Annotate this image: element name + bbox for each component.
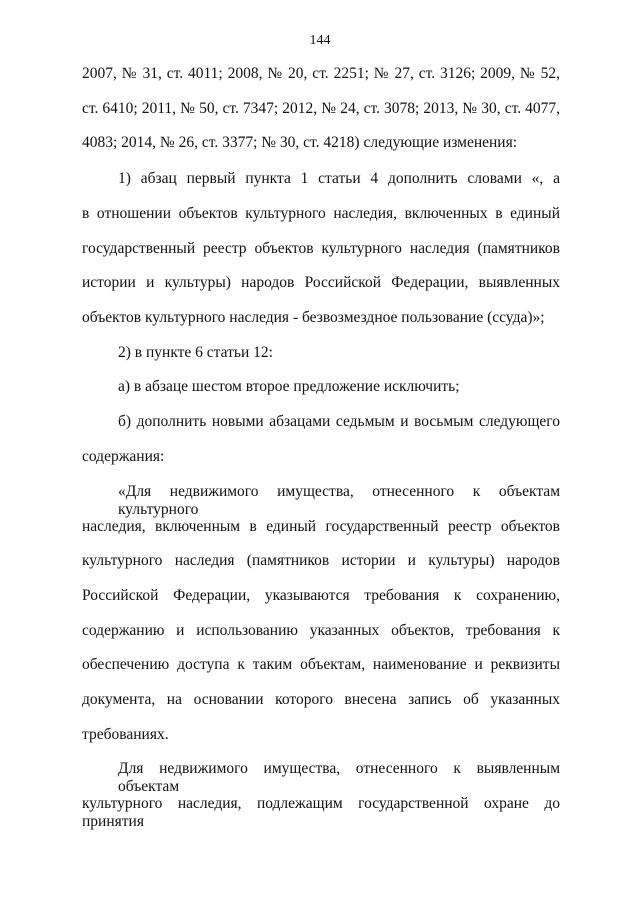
text-line: а) в абзаце шестом второе предложение исключить; [118, 378, 460, 395]
text-line: 1) абзац первый пункта 1 статьи 4 дополнить словами «, а [118, 170, 560, 187]
text-line: объектов культурного наследия - безвозмездное пользование (ссуда)»; [82, 309, 545, 326]
text-line: б) дополнить новыми абзацами седьмым и восьмым следующего [118, 413, 560, 430]
page-number: 144 [309, 33, 331, 48]
text-line: «Для недвижимого имущества, отнесенного к объектам культурного [118, 483, 560, 518]
text-line: 2007, № 31, ст. 4011; 2008, № 20, ст. 2251; № 27, ст. 3126; 2009, № 52, [82, 65, 560, 82]
text-line: истории и культуры) народов Российской Федерации, выявленных [82, 274, 560, 291]
text-line: обеспечению доступа к таким объектам, наименование и реквизиты [82, 656, 560, 673]
text-line: Российской Федерации, указываются требования к сохранению, [82, 587, 560, 604]
text-line: требованиях. [82, 726, 169, 743]
text-line: 4083; 2014, № 26, ст. 3377; № 30, ст. 4218) следующие изменения: [82, 134, 518, 151]
text-line: Для недвижимого имущества, отнесенного к выявленным объектам [118, 760, 560, 795]
text-line: культурного наследия, подлежащим государственной охране до принятия [82, 795, 560, 830]
text-line: ст. 6410; 2011, № 50, ст. 7347; 2012, № 24, ст. 3078; 2013, № 30, ст. 4077, [82, 100, 560, 117]
text-line: культурного наследия (памятников истории и культуры) народов [82, 552, 560, 569]
text-line: содержанию и использованию указанных объектов, требования к [82, 622, 560, 639]
text-line: 2) в пункте 6 статьи 12: [118, 344, 273, 361]
text-line: в отношении объектов культурного наследия, включенных в единый [82, 205, 560, 222]
text-line: содержания: [82, 448, 165, 465]
text-line: документа, на основании которого внесена запись об указанных [82, 691, 560, 708]
text-line: государственный реестр объектов культурного наследия (памятников [82, 240, 560, 257]
text-line: наследия, включенным в единый государственный реестр объектов [82, 518, 560, 535]
